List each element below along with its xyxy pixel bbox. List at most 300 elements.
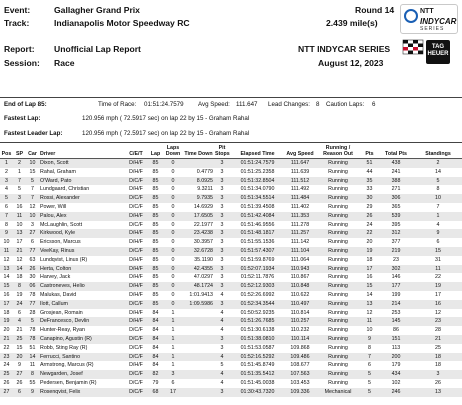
- cell-driver: Lundgaard, Christian: [40, 186, 90, 193]
- cell-lap: 85: [152, 274, 159, 281]
- checkered-flag-icon: [402, 38, 424, 58]
- cell-sp: 12: [16, 256, 23, 263]
- tag-heuer-logo: TAG HEUER: [426, 40, 450, 64]
- cell-avg-speed: 111.278: [290, 221, 310, 228]
- cell-driver: Robb, Sting Ray (R): [40, 344, 88, 351]
- cell-pos: 13: [0, 265, 13, 274]
- cell-sp: 6: [18, 309, 21, 316]
- cell-running-reason: Running: [328, 186, 348, 193]
- ntt-logo-text: NTT: [420, 8, 434, 15]
- cell-standings: 16: [414, 300, 462, 309]
- caution-laps-value: 6: [372, 101, 376, 108]
- cell-pos: 15: [0, 282, 13, 291]
- lap-report-table: [0, 145, 462, 397]
- table-row: [0, 212, 462, 221]
- cell-car: 78: [29, 327, 36, 334]
- cell-time-down: 35.1190: [194, 256, 213, 263]
- cell-running-reason: Running: [315, 282, 361, 291]
- cell-lap: 84: [152, 327, 159, 334]
- cell-avg-speed: 111.064: [290, 256, 310, 263]
- cell-car: 7: [26, 194, 39, 203]
- cell-pit-stops: 3: [214, 388, 230, 397]
- cell-cet: D/C/F: [129, 327, 143, 334]
- cell-cet: D/H/F: [124, 265, 148, 274]
- cell-cet: D/C/F: [124, 194, 148, 203]
- cell-pts: 22: [361, 229, 378, 238]
- cell-elapsed-time: 01:50:52.9235: [240, 309, 275, 316]
- cell-cet: D/H/F: [129, 309, 143, 316]
- cell-avg-speed: 110.232: [290, 327, 310, 334]
- cell-elapsed-time: 01:52:07.1934: [230, 265, 285, 274]
- cell-pit-stops: 3: [214, 282, 230, 291]
- cell-avg-speed: 111.647: [285, 159, 315, 168]
- cell-running-reason: Running: [328, 203, 348, 210]
- cell-car: 6: [31, 239, 34, 246]
- cell-total-pts: 151: [378, 335, 414, 344]
- cell-driver: Malukas, David: [40, 291, 77, 298]
- cell-car: 9: [26, 388, 39, 397]
- cell-pts: 30: [361, 194, 378, 203]
- cell-standings: 8: [436, 186, 440, 193]
- ntt-indycar-logo: [400, 4, 458, 34]
- cell-cet: D/C/F: [129, 221, 143, 228]
- cell-cet: D/H/F: [129, 168, 143, 175]
- cell-time-down: [183, 309, 214, 318]
- table-row: [0, 177, 462, 186]
- cell-cet: D/H/F: [129, 239, 143, 246]
- cell-time-down: [183, 379, 214, 388]
- event-name: Gallagher Grand Prix: [54, 5, 140, 15]
- cell-car: 5: [26, 177, 39, 186]
- cell-sp: 14: [13, 265, 26, 274]
- cell-pit-stops: 3: [220, 203, 224, 210]
- cell-laps-down: 1: [171, 327, 175, 334]
- table-row: [0, 388, 462, 397]
- cell-car: 27: [26, 229, 39, 238]
- series-name: NTT INDYCAR SERIES: [298, 44, 391, 54]
- cell-avg-speed: 109.486: [285, 353, 315, 362]
- cell-total-pts: 199: [391, 291, 401, 298]
- cell-sp: 20: [13, 353, 26, 362]
- cell-time-down: 14.6929: [193, 203, 213, 210]
- cell-running-reason: Running: [328, 256, 348, 263]
- cell-lap: 84: [148, 353, 163, 362]
- cell-lap: 84: [148, 317, 163, 326]
- cell-laps-down: 6: [171, 379, 175, 386]
- avg-speed-label: Avg Speed:: [198, 101, 230, 108]
- cell-pos: 25: [0, 370, 13, 379]
- cell-running-reason: Running: [315, 247, 361, 256]
- cell-lap: 85: [148, 212, 163, 221]
- cell-driver: Ilott, Callum: [39, 300, 124, 309]
- cell-pos: 1: [0, 159, 13, 168]
- cell-standings: 18: [414, 353, 462, 362]
- cell-sp: 9: [18, 362, 21, 369]
- cell-standings: 23: [414, 317, 462, 326]
- cell-pit-stops: 3: [220, 186, 224, 193]
- cell-driver: Armstrong, Marcus (R): [40, 362, 94, 369]
- cell-sp: 21: [13, 247, 26, 256]
- cell-standings: 21: [414, 335, 462, 344]
- cell-laps-down: 1: [171, 362, 175, 369]
- cell-total-pts: 145: [378, 317, 414, 326]
- table-row: [0, 273, 462, 282]
- cell-pit-stops: 4: [214, 353, 230, 362]
- cell-standings: 3: [414, 370, 462, 379]
- race-summary: [0, 97, 462, 143]
- cell-pit-stops: 5: [220, 362, 224, 369]
- cell-elapsed-time: 01:51:42.4084: [230, 212, 285, 221]
- cell-lap: 85: [152, 221, 159, 228]
- cell-pts: 8: [368, 344, 371, 351]
- cell-time-down: 8.0925: [183, 177, 214, 186]
- cell-lap: 85: [152, 256, 159, 263]
- cell-time-down: 1:09.5986: [183, 300, 214, 309]
- table-row: [0, 300, 462, 309]
- table-row: [0, 238, 462, 247]
- cell-pts: 33: [366, 186, 373, 193]
- cell-running-reason: Running: [315, 335, 361, 344]
- cell-total-pts: 312: [378, 229, 414, 238]
- cell-standings: 6: [436, 239, 440, 246]
- cell-pts: 29: [366, 203, 373, 210]
- cell-standings: 10: [414, 194, 462, 203]
- table-row: [0, 229, 462, 238]
- cell-avg-speed: 111.104: [285, 247, 315, 256]
- cell-pit-stops: 3: [220, 274, 224, 281]
- cell-lap: 85: [148, 247, 163, 256]
- cell-avg-speed: 108.677: [290, 362, 310, 369]
- cell-avg-speed: 111.402: [290, 203, 310, 210]
- cell-sp: 16: [16, 203, 23, 210]
- cell-pos: 24: [3, 362, 10, 369]
- cell-car: 11: [29, 362, 36, 369]
- cell-avg-speed: 110.497: [285, 300, 315, 309]
- round-label: Round 14: [355, 5, 395, 15]
- cell-sp: 10: [16, 221, 23, 228]
- cell-sp: 2: [13, 159, 26, 168]
- cell-pit-stops: 3: [214, 265, 230, 274]
- cell-car: 78: [29, 291, 36, 298]
- cell-driver: Rosenqvist, Felix: [39, 388, 124, 397]
- cell-cet: D/C/F: [124, 335, 148, 344]
- cell-pit-stops: 3: [214, 300, 230, 309]
- cell-cet: D/H/F: [129, 274, 143, 281]
- cell-driver: Grosjean, Romain: [40, 309, 83, 316]
- table-row: [0, 317, 462, 326]
- cell-driver: Herta, Colton: [39, 265, 124, 274]
- cell-pos: 14: [3, 274, 10, 281]
- col-total-pts: Total Pts: [378, 145, 414, 159]
- col-pos: Pos: [0, 145, 13, 159]
- time-of-race-value: 01:51:24.7579: [144, 101, 184, 108]
- table-row: [0, 265, 462, 274]
- cell-lap: 85: [148, 282, 163, 291]
- cell-cet: D/H/F: [129, 291, 143, 298]
- cell-running-reason: Running: [328, 379, 348, 386]
- cell-cet: D/H/F: [129, 256, 143, 263]
- lead-changes-value: 8: [316, 101, 320, 108]
- cell-lap: 85: [148, 177, 163, 186]
- cell-total-pts: 434: [378, 370, 414, 379]
- cell-pit-stops: 3: [220, 168, 224, 175]
- cell-running-reason: Running: [315, 353, 361, 362]
- col-cet: C/E/T: [124, 145, 148, 159]
- cell-pos: 4: [5, 186, 8, 193]
- cell-pit-stops: 3: [214, 229, 230, 238]
- cell-avg-speed: 111.484: [285, 194, 315, 203]
- cell-avg-speed: 111.639: [290, 168, 310, 175]
- cell-driver: Harvey, Jack: [40, 274, 71, 281]
- session-name: Race: [54, 58, 75, 68]
- cell-pts: 9: [361, 335, 378, 344]
- fastest-lap-label: Fastest Lap:: [4, 115, 41, 122]
- cell-pos: 27: [0, 388, 13, 397]
- cell-time-down: 30.3957: [193, 239, 213, 246]
- cell-car: 8: [26, 370, 39, 379]
- cell-sp: 15: [16, 344, 23, 351]
- cell-avg-speed: 110.943: [285, 265, 315, 274]
- cell-pos: 3: [0, 177, 13, 186]
- cell-total-pts: 253: [391, 309, 401, 316]
- cell-cet: D/H/F: [129, 362, 143, 369]
- end-of-lap-label: End of Lap 85:: [4, 101, 47, 108]
- cell-laps-down: 0: [163, 300, 183, 309]
- cell-car: 15: [29, 168, 36, 175]
- cell-car: 7: [31, 186, 34, 193]
- cell-sp: 17: [16, 239, 23, 246]
- cell-pos: 19: [0, 317, 13, 326]
- cell-pts: 20: [366, 239, 373, 246]
- cell-driver: VeeKay, Rinus: [39, 247, 124, 256]
- cell-sp: 21: [16, 327, 23, 334]
- cell-laps-down: 0: [171, 168, 175, 175]
- cell-running-reason: Running: [315, 177, 361, 186]
- cell-lap: 68: [148, 388, 163, 397]
- cell-running-reason: Running: [315, 212, 361, 221]
- cell-time-down: 22.1977: [193, 221, 213, 228]
- cell-avg-speed: 111.512: [285, 177, 315, 186]
- cell-lap: 85: [152, 239, 159, 246]
- cell-sp: 18: [16, 274, 23, 281]
- cell-standings: 18: [435, 362, 441, 369]
- table-row: [0, 203, 462, 212]
- cell-lap: 85: [152, 291, 159, 298]
- cell-avg-speed: 110.867: [290, 274, 310, 281]
- cell-avg-speed: 110.114: [285, 335, 315, 344]
- col-running-reason: Running / Reason Out: [315, 145, 361, 159]
- cell-driver: Newgarden, Josef: [39, 370, 124, 379]
- cell-running-reason: Running: [315, 265, 361, 274]
- cell-pos: 7: [0, 212, 13, 221]
- cell-running-reason: Running: [328, 221, 348, 228]
- cell-pit-stops: 3: [214, 177, 230, 186]
- cell-elapsed-time: 01:52:34.3544: [230, 300, 285, 309]
- cell-laps-down: 1: [163, 353, 183, 362]
- cell-avg-speed: 110.622: [290, 291, 310, 298]
- cell-elapsed-time: 01:51:48.1817: [230, 229, 285, 238]
- cell-elapsed-time: 01:51:30.6138: [240, 327, 275, 334]
- cell-standings: 7: [436, 203, 440, 210]
- table-row: [0, 353, 462, 362]
- cell-car: 3: [31, 221, 34, 228]
- cell-standings: 4: [436, 221, 440, 228]
- cell-lap: 85: [148, 229, 163, 238]
- cell-pts: 6: [368, 362, 371, 369]
- cell-pit-stops: 3: [220, 344, 224, 351]
- cell-pts: 35: [361, 177, 378, 186]
- cell-pts: 17: [361, 265, 378, 274]
- cell-running-reason: Running: [328, 362, 348, 369]
- table-row: [0, 256, 462, 265]
- cell-elapsed-time: 01:51:25.2358: [240, 168, 275, 175]
- cell-sp: 1: [18, 168, 21, 175]
- cell-lap: 85: [148, 194, 163, 203]
- cell-pit-stops: 3: [220, 221, 224, 228]
- cell-elapsed-time: 01:51:53.0587: [240, 344, 275, 351]
- cell-laps-down: 1: [163, 317, 183, 326]
- cell-pos: 11: [0, 247, 13, 256]
- cell-total-pts: 113: [391, 344, 401, 351]
- cell-car: 12: [29, 203, 36, 210]
- cell-sp: 3: [13, 194, 26, 203]
- cell-cet: D/H/F: [124, 282, 148, 291]
- cell-driver: Canapino, Agustin (R): [39, 335, 124, 344]
- time-of-race-label: Time of Race:: [98, 101, 137, 108]
- cell-time-down: 9.7935: [183, 194, 214, 203]
- indycar-logo-text: INDYCAR: [420, 17, 457, 26]
- cell-time-down: [183, 361, 214, 370]
- cell-standings: 28: [435, 327, 441, 334]
- cell-car: 77: [26, 300, 39, 309]
- cell-avg-speed: 109.868: [290, 344, 310, 351]
- cell-driver: Ericsson, Marcus: [40, 239, 81, 246]
- cell-pts: 11: [361, 317, 378, 326]
- cell-pos: 2: [5, 168, 8, 175]
- cell-time-down: [183, 326, 214, 335]
- cell-elapsed-time: 01:51:46.9556: [240, 221, 275, 228]
- col-pts: Pts: [361, 145, 378, 159]
- cell-laps-down: 0: [163, 212, 183, 221]
- track-distance: 2.439 mile(s): [326, 18, 378, 28]
- cell-cet: D/C/F: [124, 300, 148, 309]
- cell-driver: Pedersen, Benjamin (R): [40, 379, 97, 386]
- cell-pit-stops: 4: [214, 317, 230, 326]
- cell-pit-stops: 3: [220, 239, 224, 246]
- cell-pos: 8: [5, 221, 8, 228]
- cell-elapsed-time: 01:51:45.0038: [240, 379, 275, 386]
- cell-lap: 85: [152, 168, 159, 175]
- cell-laps-down: 0: [171, 291, 175, 298]
- report-name: Unofficial Lap Report: [54, 44, 141, 54]
- cell-pos: 12: [3, 256, 10, 263]
- cell-car: 30: [29, 274, 36, 281]
- cell-total-pts: 377: [391, 239, 401, 246]
- cell-pts: 24: [366, 221, 373, 228]
- table-row: [0, 291, 462, 300]
- cell-driver: Hunter-Reay, Ryan: [40, 327, 85, 334]
- cell-pts: 5: [361, 388, 378, 397]
- cell-pit-stops: 3: [214, 247, 230, 256]
- cell-pts: 14: [366, 291, 373, 298]
- cell-elapsed-time: 01:51:38.0810: [230, 335, 285, 344]
- cell-laps-down: 1: [171, 309, 175, 316]
- cell-driver: McLaughlin, Scott: [40, 221, 83, 228]
- cell-avg-speed: 110.848: [285, 282, 315, 291]
- cell-time-down: [183, 317, 214, 326]
- cell-cet: D/H/F: [124, 229, 148, 238]
- cell-elapsed-time: 01:51:26.7685: [230, 317, 285, 326]
- cell-running-reason: Running: [328, 309, 348, 316]
- cell-driver: Rahal, Graham: [40, 168, 76, 175]
- cell-pos: 17: [0, 300, 13, 309]
- cell-driver: Kirkwood, Kyle: [39, 229, 124, 238]
- cell-standings: 12: [435, 309, 441, 316]
- table-row: [0, 282, 462, 291]
- cell-pts: 12: [366, 309, 373, 316]
- cell-total-pts: 271: [391, 186, 401, 193]
- report-label: Report:: [4, 44, 35, 54]
- cell-total-pts: 219: [378, 247, 414, 256]
- session-label: Session:: [4, 58, 40, 68]
- cell-avg-speed: 110.814: [290, 309, 310, 316]
- cell-avg-speed: 111.492: [290, 186, 310, 193]
- cell-sp: 27: [13, 370, 26, 379]
- event-label: Event:: [4, 5, 31, 15]
- cell-driver: Castroneves, Helio: [39, 282, 124, 291]
- cell-elapsed-time: 01:52:12.9303: [230, 282, 285, 291]
- cell-standings: 11: [414, 265, 462, 274]
- cell-pos: 26: [3, 379, 10, 386]
- cell-pts: 26: [361, 212, 378, 221]
- cell-laps-down: 0: [163, 265, 183, 274]
- cell-avg-speed: 107.563: [285, 370, 315, 379]
- cell-pit-stops: 4: [214, 370, 230, 379]
- cell-time-down: [183, 159, 214, 168]
- col-sp: SP: [13, 145, 26, 159]
- cell-elapsed-time: 01:30:43.7320: [230, 388, 285, 397]
- table-row: [0, 221, 462, 230]
- col-standings: Standings: [414, 145, 462, 159]
- cell-pts: 51: [361, 159, 378, 168]
- cell-elapsed-time: 01:52:16.5292: [230, 353, 285, 362]
- cell-running-reason: Running: [315, 317, 361, 326]
- cell-lap: 84: [152, 362, 159, 369]
- cell-cet: D/C/F: [124, 177, 148, 186]
- cell-total-pts: 214: [378, 300, 414, 309]
- cell-standings: 25: [435, 344, 441, 351]
- cell-pts: 5: [368, 379, 371, 386]
- cell-laps-down: 0: [171, 274, 175, 281]
- cell-time-down: 47.0297: [193, 274, 213, 281]
- cell-running-reason: Running: [315, 194, 361, 203]
- cell-avg-speed: 109.336: [285, 388, 315, 397]
- report-header: [0, 0, 462, 96]
- cell-standings: 22: [435, 274, 441, 281]
- col-lap: Lap: [148, 145, 163, 159]
- cell-sp: 25: [13, 335, 26, 344]
- cell-cet: D/C/F: [124, 370, 148, 379]
- cell-laps-down: 0: [171, 203, 175, 210]
- cell-driver: Ferrucci, Santino: [39, 353, 124, 362]
- cell-standings: 17: [435, 291, 441, 298]
- cell-lap: 85: [148, 265, 163, 274]
- caution-laps-label: Caution Laps:: [326, 101, 365, 108]
- table-row: [0, 247, 462, 256]
- cell-driver: Power, Will: [40, 203, 67, 210]
- cell-laps-down: 3: [163, 370, 183, 379]
- table-row: [0, 159, 462, 168]
